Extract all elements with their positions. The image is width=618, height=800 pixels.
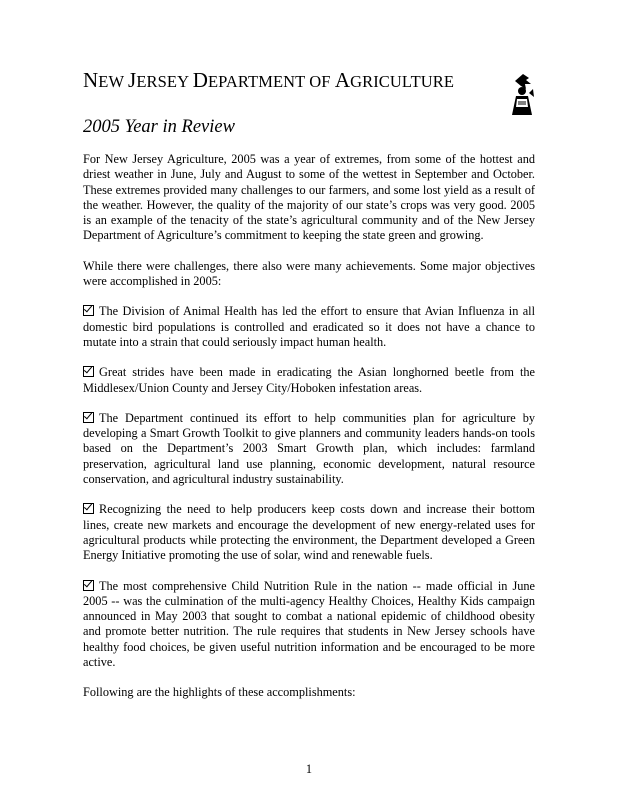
bullet-text: The Department continued its effort to help communities plan for agriculture by developing a Smart Growth Toolkit to give planners and community leaders hands-on tools based on the Department’s 2003 Smart Growth plan, which includes: farmland preservation, agricultural land use planning, economic development, natural resource conservation, and agricultural industry sustainability. [83,410,535,487]
closing-paragraph: Following are the highlights of these accomplishments: [83,685,356,700]
bullet-item-smart-growth [83,411,535,487]
achievements-intro-paragraph: While there were challenges, there also were many achievements. Some major objectives were accomplished in 2005: [83,258,535,289]
checked-box-icon [83,305,94,316]
checked-box-icon [83,503,94,514]
document-body [83,152,535,716]
checked-box-icon [83,580,94,591]
document-subtitle: 2005 Year in Review [83,117,235,137]
bullet-text: Recognizing the need to help producers keep costs down and increase their bottom lines, create new markets and encourage the development of new energy-related uses for agricultural products while protecting the environment, the Department developed a Green Energy Initiative promoting the use of solar, wind and renewable fuels. [83,502,535,563]
header-word-department: DEPARTMENT OF [192,68,335,92]
header-word-agriculture: AGRICULTURE [334,68,455,92]
bullet-item-beetle [83,365,535,396]
bullet-text: Great strides have been made in eradicating the Asian longhorned beetle from the Middlesex/Union County and Jersey City/Hoboken infestation areas. [83,365,535,395]
checked-box-icon [83,366,94,377]
state-seal-icon [506,71,536,117]
checked-box-icon [83,412,94,423]
bullet-item-child-nutrition [83,579,535,671]
intro-paragraph: For New Jersey Agriculture, 2005 was a year of extremes, from some of the hottest and driest weather in June, July and August to some of the wettest in September and October. These extremes provided many challenges to our farmers, and some lost yield as a result of the weather. However, the quality of the majority of our state’s crops was very good. 2005 is an example of the tenacity of the state’s agricultural community and of the New Jersey Department of Agriculture’s commitment to keeping the state green and growing. [83,152,535,243]
bullet-text: The most comprehensive Child Nutrition Rule in the nation -- made official in June 2005 -- was the culmination of the multi-agency Healthy Choices, Healthy Kids campaign announced in May 2003 that sought to combat a national epidemic of childhood obesity and promote better nutrition. The rule requires that students in New Jersey schools have healthy food choices, be given useful nutrition information and be encouraged to be more active. [83,578,535,670]
page-header [83,68,454,93]
header-word-new: NEW [83,68,129,92]
page-number: 1 [305,762,313,776]
bullet-text: The Division of Animal Health has led the effort to ensure that Avian Influenza in all domestic bird populations is controlled and eradicated so it does not have a chance to mutate into a strain that could seriously impact human health. [83,304,535,349]
header-word-jersey: JERSEY [128,68,193,92]
bullet-item-animal-health [83,304,535,350]
bullet-item-green-energy [83,502,535,563]
